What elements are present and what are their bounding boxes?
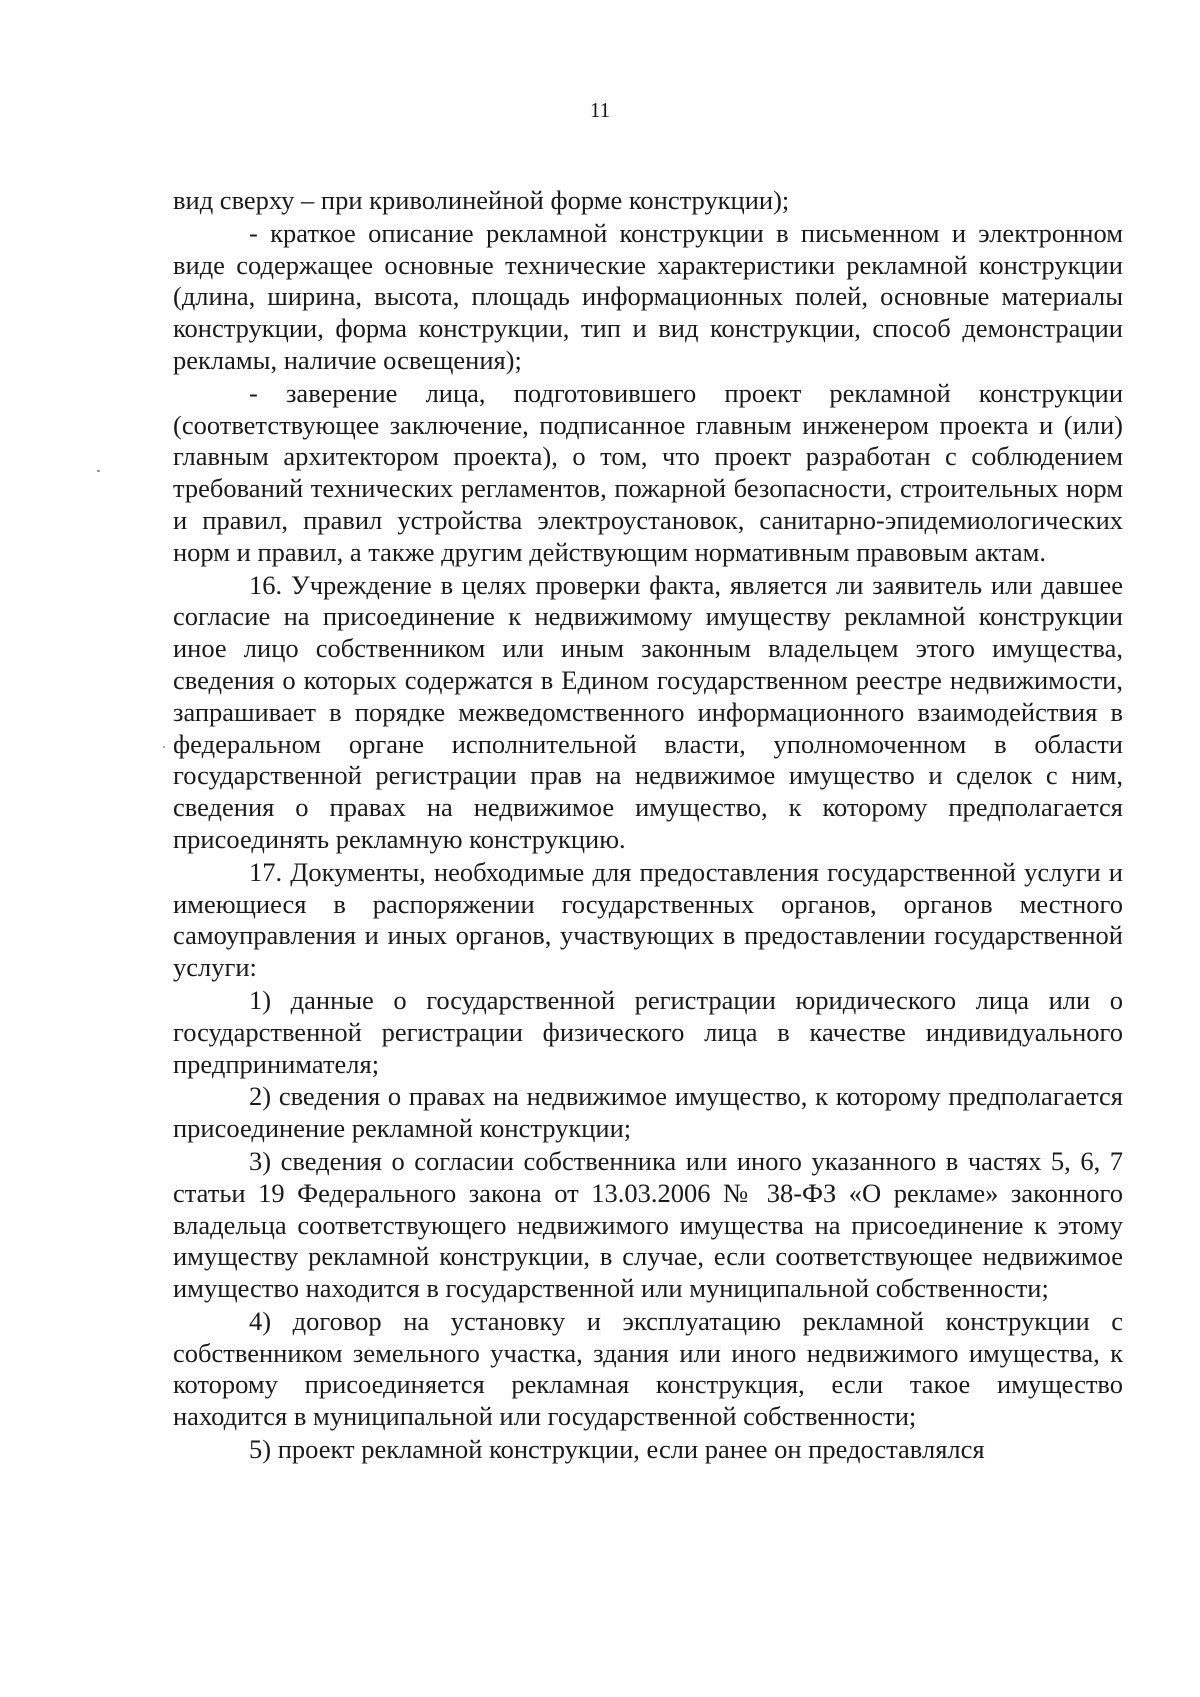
paragraph-subitem-5: 5) проект рекламной конструкции, если ранее он предоставлялся <box>249 1434 985 1465</box>
paragraph-subitem-4: 4) договор на установку и эксплуатацию рекламной конструкции с собственником земельного участка, здания или иного недвижимого имущества, к которому присоединяется рекламная конструкция, если такое имущество находится в муниципальной или государственной собственности; <box>173 1305 1123 1432</box>
scan-speck <box>97 470 100 472</box>
paragraph-item-17: 17. Документы, необходимые для предоставления государственной услуги и имеющиеся в распоряжении государственных органов, органов местного самоуправления и иных органов, участвующих в предоставлении государственной услуги: <box>173 856 1123 983</box>
paragraph-short-description: - краткое описание рекламной конструкции в письменном и электронном виде содержащее основные технические характеристики рекламной конструкции (длина, ширина, высота, площадь информационных полей, основные материалы конструкции, форма конструкции, тип и вид конструкции, способ демонстрации рекламы, наличие освещения); <box>173 217 1123 375</box>
document-body <box>173 185 1123 1466</box>
scan-speck <box>163 746 165 748</box>
paragraph-certification: - заверение лица, подготовившего проект рекламной конструкции (соответствующее заключение, подписанное главным инженером проекта и (или) главным архитектором проекта), о том, что проект разработан с соблюдением требований технических регламентов, пожарной безопасности, строительных норм и правил, правил устройства электроустановок, санитарно-эпидемиологических норм и правил, а также другим действующим нормативным правовым актам. <box>173 377 1123 567</box>
paragraph-subitem-2: 2) сведения о правах на недвижимое имущество, к которому предполагается присоединение рекламной конструкции; <box>173 1081 1123 1144</box>
page-number: 11 <box>589 98 611 122</box>
paragraph-subitem-1: 1) данные о государственной регистрации юридического лица или о государственной регистрации физического лица в качестве индивидуального предпринимателя; <box>173 984 1123 1079</box>
paragraph-item-16: 16. Учреждение в целях проверки факта, является ли заявитель или давшее согласие на присоединение к недвижимому имуществу рекламной конструкции иное лицо собственником или иным законным владельцем этого имущества, сведения о которых содержатся в Едином государственном реестре недвижимости, запрашивает в порядке межведомственного информационного взаимодействия в федеральном органе исполнительной власти, уполномоченном в области государственной регистрации прав на недвижимое имущество и сделок с ним, сведения о правах на недвижимое имущество, к которому предполагается присоединять рекламную конструкцию. <box>173 569 1123 854</box>
paragraph-subitem-3: 3) сведения о согласии собственника или иного указанного в частях 5, 6, 7 статьи 19 Федерального закона от 13.03.2006 № 38-ФЗ «О рекламе» законного владельца соответствующего недвижимого имущества на присоединение к этому имуществу рекламной конструкции, в случае, если соответствующее недвижимое имущество находится в государственной или муниципальной собственности; <box>173 1145 1123 1304</box>
paragraph-continuation: вид сверху – при криволинейной форме конструкции); <box>173 185 790 215</box>
